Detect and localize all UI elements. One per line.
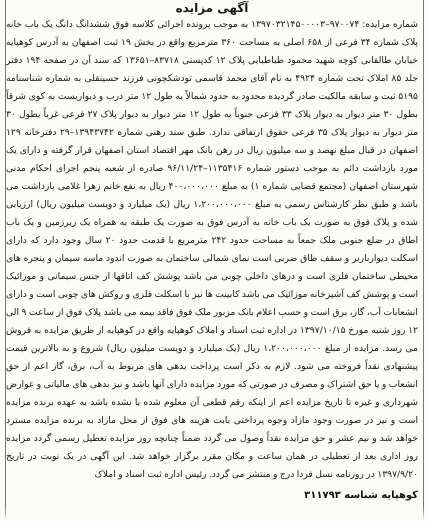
notice-title: آگهی مزایده bbox=[175, 1, 249, 15]
page-bottom-edge bbox=[0, 507, 428, 521]
notice-body: شماره مزایده: ۹۷۰۰۷۴–۱۳۹۷۰۳۲۱۴۵۰۰۰۰۳ به موجب پرونده اجرائی کلاسه فوق ششدانگ دانگ یک باب خانه پلاک شماره ۳۴ فرعی از ۶۵۸ اصلی به مساحت ۳۶۰ مترمربع واقع در بخش ۱۹ ثبت اصفهان به آدرس کوهپایه خیابان طالقانی کوچه شهید محمود طباطبایی پلاک ۱۲ کدپستی ۸۳۷۱۸–۱۳۶۵۱ که سند آن در صفحه ۱۹۴ دفتر جلد ۸۵ املاک تحت شماره ۴۹۲۴ به نام آقای محمد قاسمی تودشکچونی فرزند حسینقلی به شماره شناسنامه ۵۱۹۵ ثبت و سابقه مالکیت صادر گردیده محدود به حدود شمالاً به طول ۱۲ متر درب و دیواریست به کوی شرقاً بطول ۳۰ متر دیوار به دیوار پلاک ۳۳ فرعی جنوباً به طول ۱۲ متر دیوار به دیوار پلاک ۲۷ فرعی غرباً بطول ۳۰ متر دیوار به دیوار پلاک ۳۵ فرعی حقوق ارتفاقی ندارد. طبق سند رهنی شماره ۱۳۹۴۳۷۴۲–۲۹ دفترخانه ۱۲۹ اصفهان در قبال مبلغ نهصد و سه میلیون ریال در رهن بانک مهر اقتصاد استان اصفهان قرار گرفته و دارای یک مورد بازداشت دائم به موجب دستور شماره ۱۱۳۵۴۱۶–۹۶/۱۱/۲۴ صادره از شعبه پنجم اجرای احکام مدنی شهرستان اصفهان (مجتمع قضایی شماره ۱) به مبلغ ۴۰۰،۰۰۰،۰۰۰ ریال به نفع خانم زهرا غلامی بازداشت می باشد و طبق نظر کارشناس رسمی به مبلغ ۱،۲۰۰،۰۰۰،۰۰۰ ریال (یک میلیارد و دویست میلیون ریال) ارزیابی شده و پلاک فوق به صورت یک باب خانه به آدرس فوق به صورت یک طبقه به همراه یک زیرزمین و یک باب اطاق در ضلع جنوبی ملک جمعاً به مساحت حدود ۲۴۲ مترمربع با قدمت حدود ۲۰ سال وجود دارد که دارای اسکلت دیوارباربر و سقف طاق ضربی است نمای شمالی ساختمان به صورت اندود ماسه سیمان و پنجره های محیطی ساختمان فلزی است و درهای داخلی چوبی می باشد پوشش کف اتاقها از جنس سیمانی و موزائیک است و پوشش کف آشپزخانه موزائیک می باشد کابینت ها نیز با اسکلت فلزی و روکش های چوبی است و دارای انشعابات آب، گاز، برق است و حسب اعلام بانک مزبور ملک فوق فاقد بیمه می باشد پلاک فوق از ساعت ۹ الی ۱۲ روز شنبه مورخ ۱۳۹۷/۱۰/۱۵ در اداره ثبت اسناد و املاک کوهپایه واقع در کوهپایه از طریق مزایده به فروش می رسد. مزایده از مبلغ ۱،۲۰۰،۰۰۰،۰۰۰ ریال (یک میلیارد و دویست میلیون ریال) شروع و به بالاترین قیمت پیشنهادی نقداً فروخته می شود. لازم به ذکر است پرداخت بدهی های مربوط به آب، برق، گاز اعم از حق انشعاب و یا حق اشتراک و مصرف در صورتی که مورد مزایده دارای آنها باشد و نیز بدهی های مالیاتی و عوارض شهرداری و غیره تا تاریخ مزایده اعم از اینکه رقم قطعی آن معلوم شده یا نشده باشد به عهده برنده مزایده است و نیز در صورت وجود مازاد وجوه پرداختی بابت هزینه های فوق از محل مازاد به برنده مزایده مسترد خواهد شد و نیم عشر و حق مزایده نقداً وصول می گردد ضمناً چنانچه روز مزایده تعطیل رسمی گردد مزایده روز اداری بعد از تعطیلی در همان ساعت و مکان مقرر برگزار خواهد شد. این آگهی در یک نوبت در تاریخ ۱۳۹۷/۹/۲۰ در روزنامه نسل فردا درج و منتشر می گردد. رئیس اداره ثبت اسناد و املاک bbox=[6, 19, 418, 480]
notice-signature: کوهپایه شناسه ۳۱۱۷۹۳ bbox=[304, 490, 418, 501]
auction-notice bbox=[6, 0, 418, 484]
